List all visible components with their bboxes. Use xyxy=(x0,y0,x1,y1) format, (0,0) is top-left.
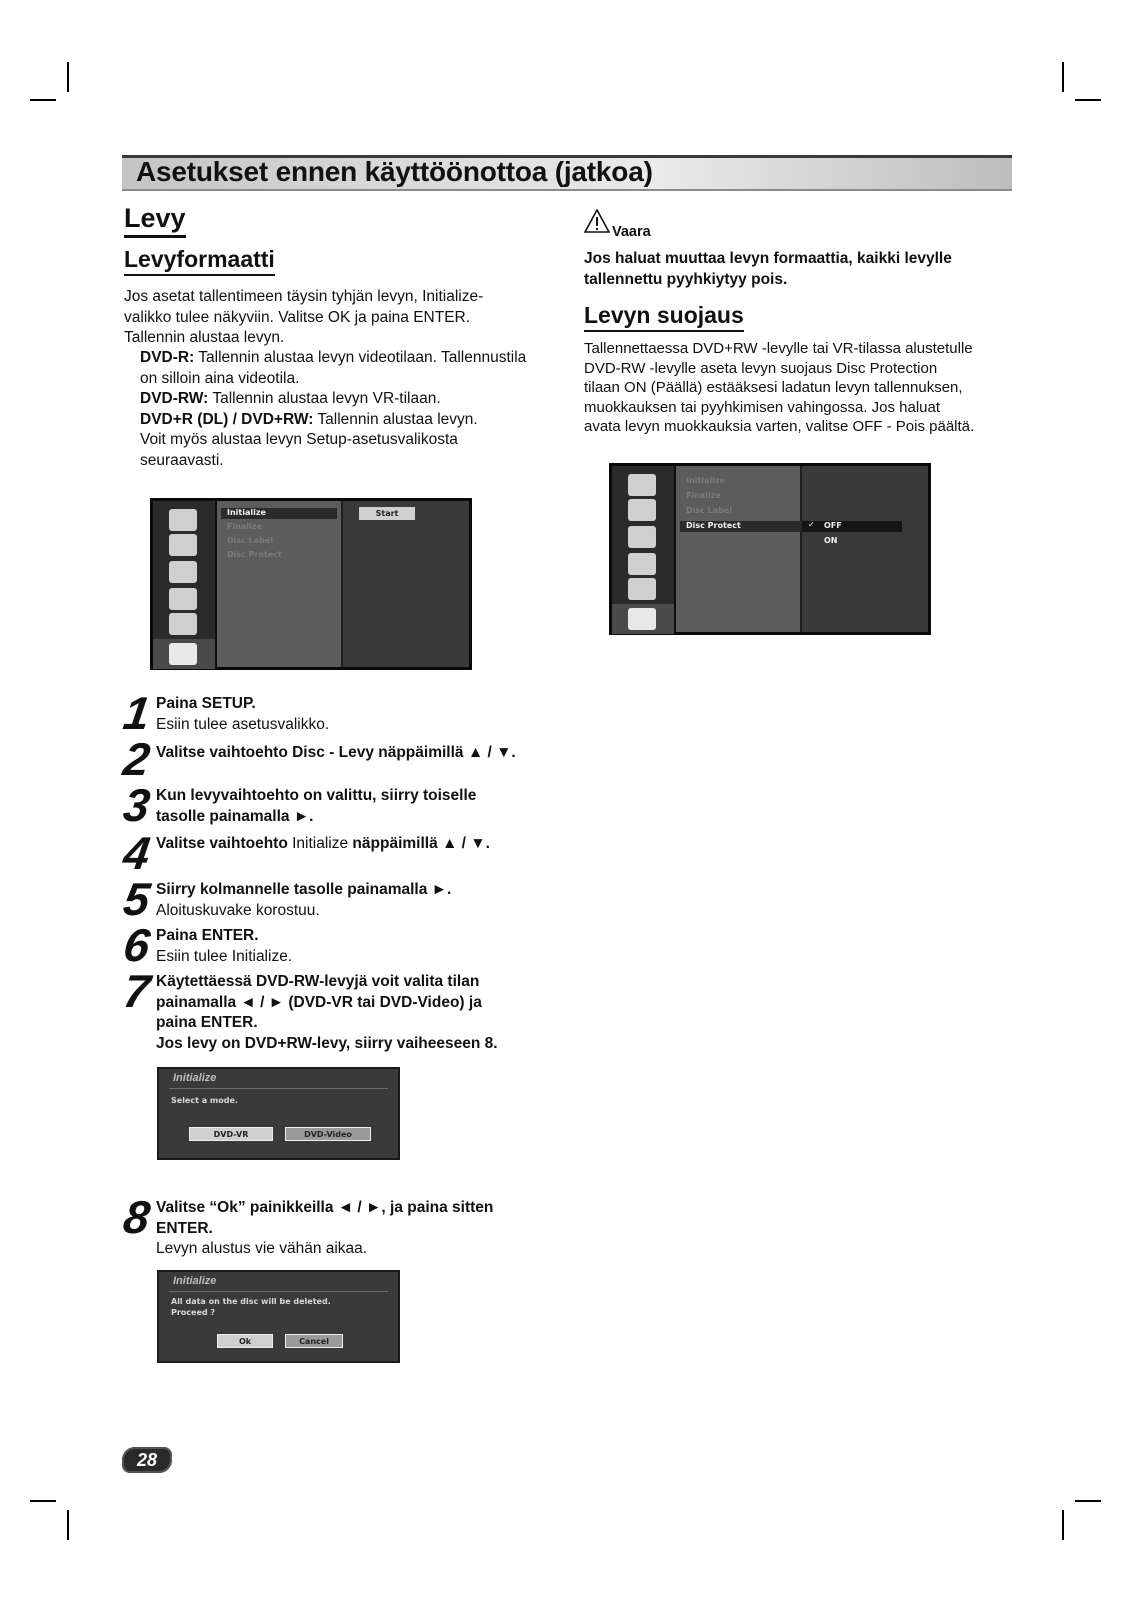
crop-mark xyxy=(67,62,69,92)
page-title: Asetukset ennen käyttöönottoa (jatkoa) xyxy=(136,156,653,187)
dvdplus-text: Tallennin alustaa levyn. xyxy=(317,410,478,428)
subsection-heading xyxy=(124,246,275,276)
protection-paragraph xyxy=(584,339,1024,437)
dvdr-line xyxy=(140,348,570,369)
dialog-message-line: Proceed ? xyxy=(171,1308,216,1317)
dvd-vr-button: DVD-VR xyxy=(189,1127,273,1141)
step-1 xyxy=(156,694,556,735)
disc-protect-menu-screenshot xyxy=(609,463,931,635)
intro-line: Jos asetat tallentimeen täysin tyhjän levyn, Initialize- xyxy=(124,288,484,305)
start-button: Start xyxy=(359,507,415,520)
menu-item-disc-label: Disc Label xyxy=(227,536,274,545)
disc-icon xyxy=(628,608,656,630)
step-instruction: Käytettäessä DVD-RW-levyjä voit valita tilan xyxy=(156,973,480,990)
intro-line: valikko tulee näkyviin. Valitse OK ja paina ENTER. xyxy=(124,308,471,326)
menu-item-disc-protect: Disc Protect xyxy=(227,550,282,559)
step-number: 2 xyxy=(120,733,154,785)
step-7 xyxy=(156,972,576,1054)
language-icon xyxy=(628,499,656,521)
dvdr-label: DVD-R: xyxy=(140,349,195,366)
protection-line: Tallennettaessa DVD+RW -levylle tai VR-tilassa alustetulle xyxy=(584,340,973,357)
dialog-title: Initialize xyxy=(173,1275,217,1287)
crop-mark xyxy=(1062,62,1064,92)
intro-line: Tallennin alustaa levyn. xyxy=(124,329,285,346)
dialog-message-line: All data on the disc will be deleted. xyxy=(171,1297,331,1306)
protection-line: avata levyn muokkauksia varten, valitse OFF - Pois päältä. xyxy=(584,418,975,435)
disc-icon xyxy=(169,643,197,665)
step-number: 7 xyxy=(120,965,154,1017)
recording-icon xyxy=(628,578,656,600)
dialog-divider xyxy=(169,1088,388,1089)
page-number: 28 xyxy=(122,1447,172,1473)
dvdr-text: Tallennin alustaa levyn videotilaan. Tallennustila xyxy=(198,349,527,366)
menu-value-column xyxy=(802,466,928,632)
dvdrw-label: DVD-RW: xyxy=(140,390,209,407)
value-highlight xyxy=(802,521,902,532)
lock-icon xyxy=(628,553,656,575)
language-icon xyxy=(169,534,197,556)
dialog-title: Initialize xyxy=(173,1072,217,1084)
step-instruction: Paina ENTER. xyxy=(156,927,259,944)
dvdplus-label: DVD+R (DL) / DVD+RW: xyxy=(140,410,314,428)
step-3 xyxy=(156,786,576,827)
dialog-message xyxy=(171,1296,331,1318)
protection-line: DVD-RW -levylle aseta levyn suojaus Disc Protection xyxy=(584,359,938,377)
step-instruction: ENTER. xyxy=(156,1219,213,1237)
setup-text: Voit myös alustaa levyn Setup-asetusvalikosta xyxy=(140,431,458,448)
cancel-button: Cancel xyxy=(285,1334,343,1348)
step-4 xyxy=(156,834,576,855)
protection-line: tilaan ON (Päällä) estääksesi ladatun levyn tallennuksen, xyxy=(584,379,963,396)
step-instruction: Paina SETUP. xyxy=(156,695,256,712)
menu-icon-column xyxy=(153,501,217,667)
option-on: ON xyxy=(824,536,838,545)
step-detail: Esiin tulee Initialize. xyxy=(156,947,293,965)
section-heading xyxy=(124,203,186,238)
step-instruction: Valitse vaihtoehto Disc - Levy näppäimillä ▲ / ▼. xyxy=(156,744,516,761)
subsection-heading xyxy=(584,302,744,332)
option-off: OFF xyxy=(824,521,842,530)
menu-icon-column xyxy=(612,466,676,632)
step-2 xyxy=(156,743,576,764)
ok-button: Ok xyxy=(217,1334,273,1348)
page-title-bar xyxy=(122,155,1012,191)
step-number: 5 xyxy=(120,873,154,925)
step-instruction: Siirry kolmannelle tasolle painamalla ►. xyxy=(156,881,452,898)
audio-icon xyxy=(628,526,656,548)
disc-type-list xyxy=(140,348,570,471)
menu-item-finalize: Finalize xyxy=(686,491,721,500)
dvdrw-line xyxy=(140,389,570,410)
crop-mark xyxy=(30,1500,56,1502)
crop-mark xyxy=(1062,1510,1064,1540)
setup-text: seuraavasti. xyxy=(140,451,224,469)
step-instruction: tasolle painamalla ►. xyxy=(156,807,314,825)
menu-item-initialize: Initialize xyxy=(227,508,266,517)
step-5 xyxy=(156,880,576,921)
lock-icon xyxy=(169,588,197,610)
dvdplus-line xyxy=(140,410,570,431)
step-instruction: Jos levy on DVD+RW-levy, siirry vaiheeseen 8. xyxy=(156,1034,498,1052)
menu-options-column xyxy=(217,501,341,667)
step-detail: Levyn alustus vie vähän aikaa. xyxy=(156,1240,368,1257)
warning-icon xyxy=(584,209,610,233)
tv-icon xyxy=(628,474,656,496)
warning-line: Jos haluat muuttaa levyn formaattia, kaikki levylle xyxy=(584,250,952,267)
step-instruction: Valitse “Ok” painikkeilla ◄ / ►, ja paina sitten xyxy=(156,1199,494,1216)
step-number: 3 xyxy=(120,779,154,831)
initialize-confirm-dialog xyxy=(157,1270,400,1363)
dvdrw-text: Tallennin alustaa levyn VR-tilaan. xyxy=(212,390,441,407)
step-instruction: Valitse vaihtoehto xyxy=(156,835,288,852)
menu-value-column xyxy=(343,501,469,667)
tv-icon xyxy=(169,509,197,531)
menu-item-finalize: Finalize xyxy=(227,522,262,531)
step-number: 8 xyxy=(120,1191,154,1243)
step-number: 6 xyxy=(120,919,154,971)
step-plain: Initialize xyxy=(287,835,353,852)
intro-paragraph xyxy=(124,287,564,349)
step-detail: Aloituskuvake korostuu. xyxy=(156,901,320,919)
crop-mark xyxy=(1075,1500,1101,1502)
menu-item-disc-label: Disc Label xyxy=(686,506,733,515)
warning-title: Vaara xyxy=(612,224,651,240)
protection-line: muokkauksen tai pyyhkimisen vahingossa. Jos haluat xyxy=(584,398,941,416)
crop-mark xyxy=(1075,99,1101,101)
menu-item-disc-protect: Disc Protect xyxy=(686,521,741,530)
section-title: Levy xyxy=(124,203,186,238)
step-number: 1 xyxy=(120,687,154,739)
dvdr-text: on silloin aina videotila. xyxy=(140,369,300,387)
crop-mark xyxy=(30,99,56,101)
setup-menu-screenshot xyxy=(150,498,472,670)
step-6 xyxy=(156,926,576,967)
dialog-divider xyxy=(169,1291,388,1292)
step-detail: Esiin tulee asetusvalikko. xyxy=(156,715,330,733)
warning-line: tallennettu pyyhkiytyy pois. xyxy=(584,270,788,288)
dvd-video-button: DVD-Video xyxy=(285,1127,371,1141)
step-instruction: paina ENTER. xyxy=(156,1014,258,1031)
recording-icon xyxy=(169,613,197,635)
dialog-message: Select a mode. xyxy=(171,1096,238,1105)
step-8 xyxy=(156,1198,576,1260)
menu-item-initialize: Initialize xyxy=(686,476,725,485)
menu-options-column xyxy=(676,466,800,632)
step-instruction: painamalla ◄ / ► (DVD-VR tai DVD-Video) ja xyxy=(156,993,482,1011)
audio-icon xyxy=(169,561,197,583)
subsection-title: Levyn suojaus xyxy=(584,302,744,332)
warning-text xyxy=(584,249,1014,290)
step-instruction: näppäimillä ▲ / ▼. xyxy=(352,835,490,852)
step-number: 4 xyxy=(120,827,154,879)
step-instruction: Kun levyvaihtoehto on valittu, siirry toiselle xyxy=(156,787,477,804)
check-icon: ✓ xyxy=(808,520,815,529)
crop-mark xyxy=(67,1510,69,1540)
subsection-title: Levyformaatti xyxy=(124,246,275,276)
initialize-mode-dialog xyxy=(157,1067,400,1160)
